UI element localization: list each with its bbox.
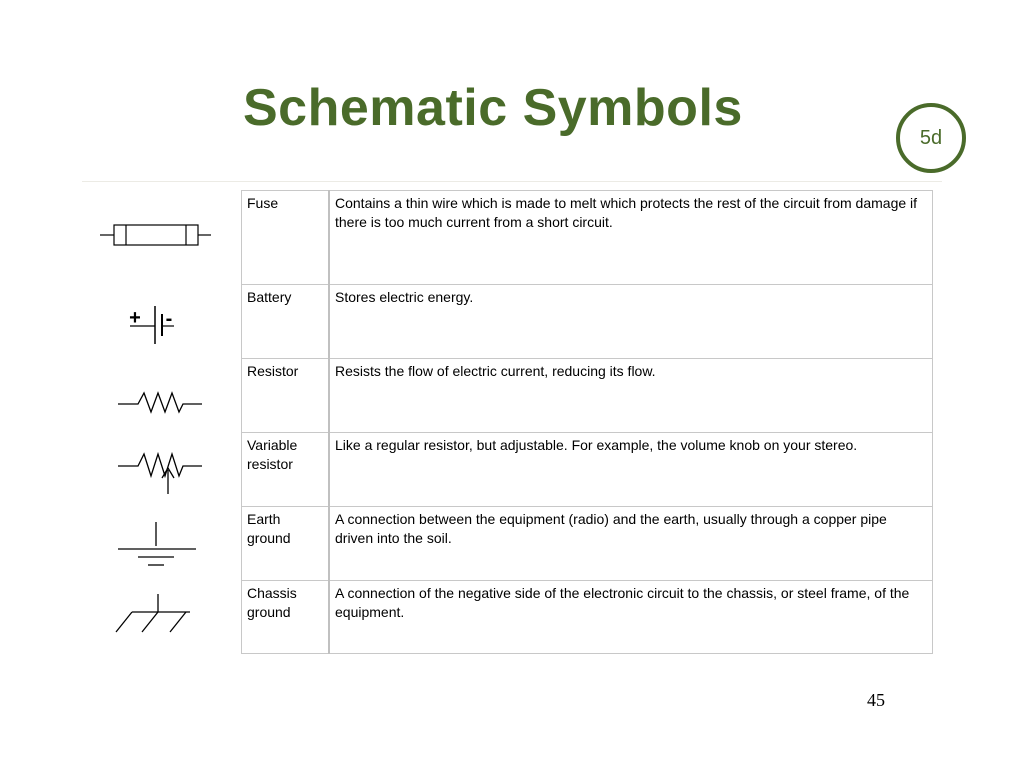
table-row	[242, 507, 933, 581]
page-number: 45	[867, 690, 885, 710]
symbol-description-cell: A connection of the negative side of the electronic circuit to the chassis, or steel frame, of the equipment.	[329, 581, 933, 654]
resistor-symbol-icon	[116, 388, 204, 416]
section-badge: 5d	[896, 103, 966, 173]
symbols-table	[241, 190, 933, 654]
fuse-symbol-icon	[98, 218, 214, 252]
battery-plus-sign: +	[129, 307, 141, 329]
table-row	[242, 285, 933, 359]
table-row	[242, 581, 933, 654]
chassis-ground-symbol-icon	[112, 592, 196, 636]
symbol-name-cell: Battery	[242, 285, 330, 359]
symbol-name-cell: Variable resistor	[242, 433, 330, 507]
symbol-name-cell: Earth ground	[242, 507, 330, 581]
table-row	[242, 191, 933, 285]
symbol-name-cell: Resistor	[242, 359, 330, 433]
table-row	[242, 433, 933, 507]
symbol-description-cell: Like a regular resistor, but adjustable. For example, the volume knob on your stereo.	[329, 433, 933, 507]
symbol-description-cell: Contains a thin wire which is made to melt which protects the rest of the circuit from damage if there is too much current from a short circuit.	[329, 191, 933, 285]
symbol-name-cell: Fuse	[242, 191, 330, 285]
battery-minus-sign: -	[165, 308, 173, 330]
battery-symbol-icon	[124, 300, 184, 348]
symbol-description-cell: A connection between the equipment (radio) and the earth, usually through a copper pipe driven into the soil.	[329, 507, 933, 581]
variable-resistor-symbol-icon	[116, 448, 204, 496]
symbol-description-cell: Resists the flow of electric current, reducing its flow.	[329, 359, 933, 433]
title-divider	[82, 181, 942, 182]
symbol-name-cell: Chassis ground	[242, 581, 330, 654]
table-row	[242, 359, 933, 433]
symbol-description-cell: Stores electric energy.	[329, 285, 933, 359]
earth-ground-symbol-icon	[116, 520, 200, 570]
slide-title: Schematic Symbols	[243, 79, 743, 137]
